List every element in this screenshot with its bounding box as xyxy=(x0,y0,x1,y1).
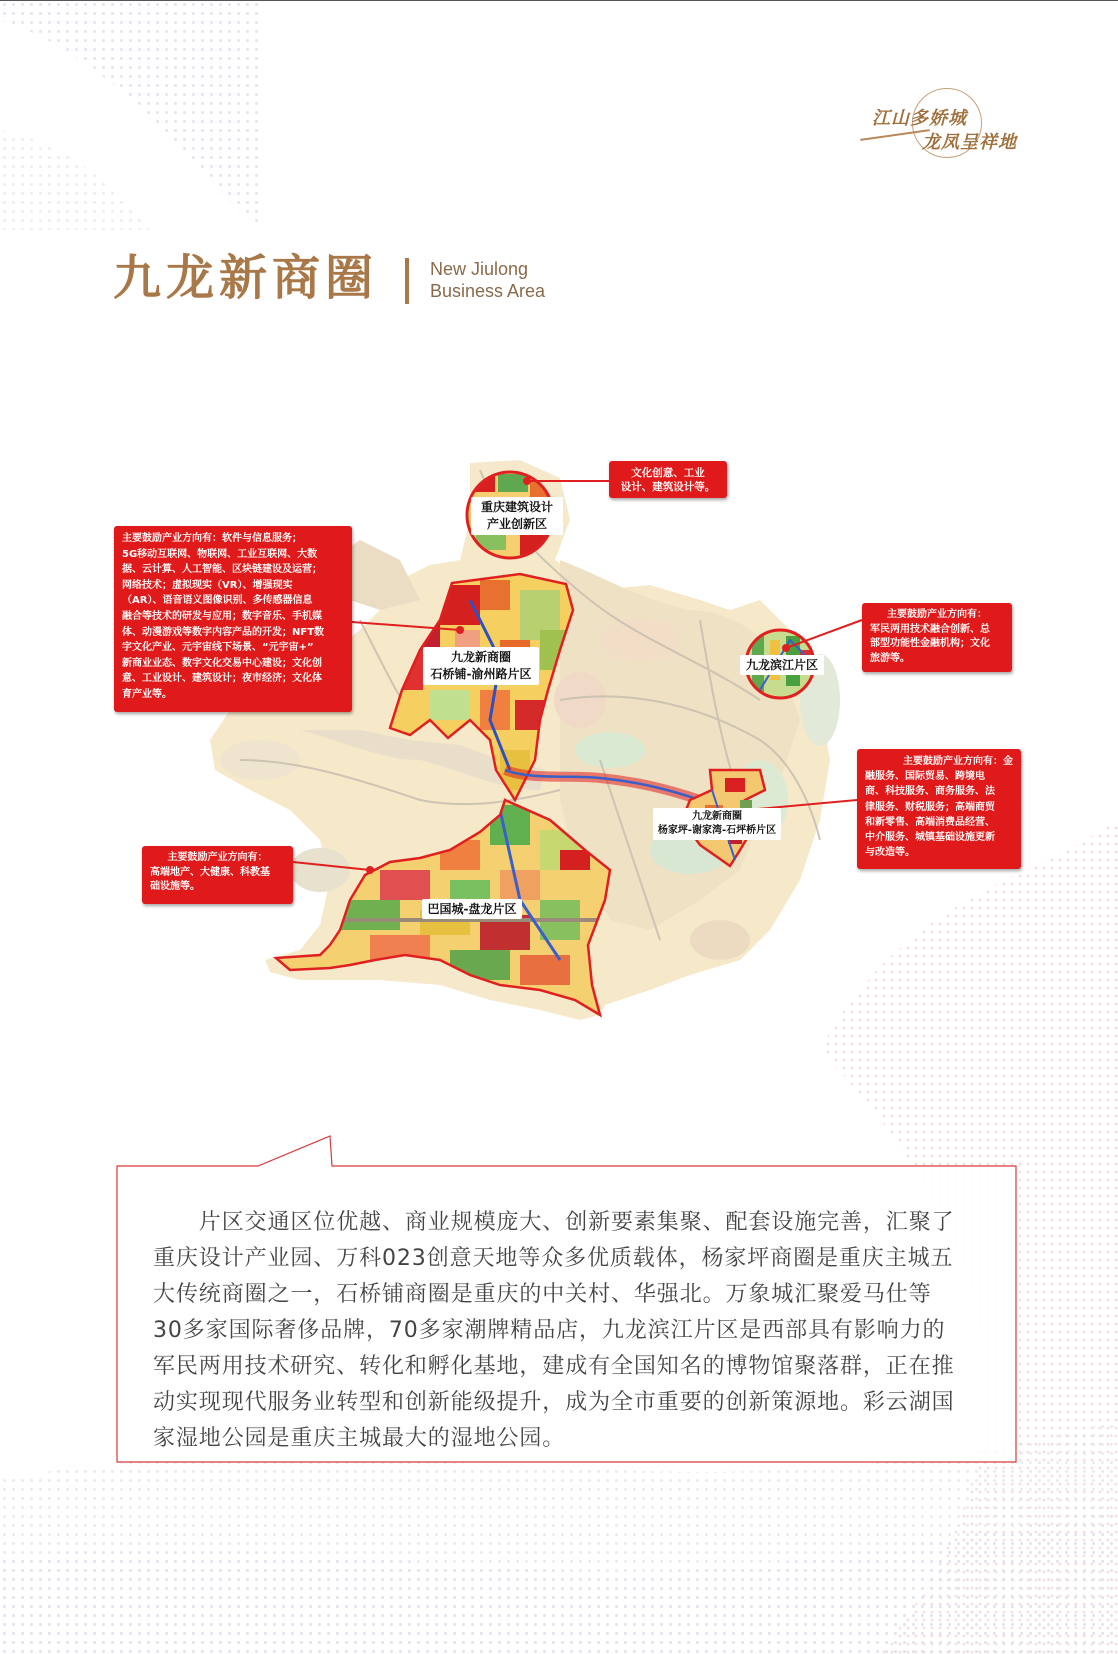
callout-binjiang-line-3: 部型功能性金融机构；文化 xyxy=(870,638,990,650)
zone-label-baguocheng xyxy=(422,899,522,919)
title-en-line-2: Business Area xyxy=(430,281,546,301)
callout-baguocheng xyxy=(142,846,293,904)
callout-yangjiaping-line-7: 与改造等。 xyxy=(865,847,915,859)
callout-shiqiaopu-line-8: 字文化产业、元宇宙线下场景、“元宇宙+” xyxy=(122,642,314,654)
callout-shiqiaopu-line-10: 意、工业设计、建筑设计；夜市经济；文化体 xyxy=(122,673,322,685)
callout-architecture-line-1: 文化创意、工业 xyxy=(631,467,705,479)
callout-baguocheng-line-3: 础设施等。 xyxy=(150,881,200,893)
zone-label-baguocheng-line-1: 巴国城-盘龙片区 xyxy=(427,902,517,916)
zone-label-yangjiaping xyxy=(653,808,781,840)
callout-yangjiaping-line-4: 律服务、财税服务；高端商贸 xyxy=(865,801,995,813)
callout-shiqiaopu-line-4: 网络技术；虚拟现实（VR）、增强现实 xyxy=(122,579,293,591)
brand-logo xyxy=(842,80,1042,166)
title-en-line-1: New Jiulong xyxy=(430,259,529,279)
callout-architecture-line-2: 设计、建筑设计等。 xyxy=(620,481,716,493)
zone-label-binjiang-line-1: 九龙滨江片区 xyxy=(745,658,818,672)
zone-label-shiqiaopu-line-1: 九龙新商圈 xyxy=(450,650,511,664)
callout-shiqiaopu-line-3: 据、云计算、人工智能、区块链建设及运营； xyxy=(122,564,322,576)
callout-yangjiaping-line-5: 和新零售、高端消费品经营、 xyxy=(865,816,995,828)
callout-shiqiaopu-line-11: 育产业等。 xyxy=(122,688,172,700)
callout-yangjiaping-line-3: 商、科技服务、商务服务、法 xyxy=(865,786,995,798)
description-paragraph xyxy=(153,1205,979,1457)
callout-yangjiaping-line-1: 主要鼓励产业方向有：金 xyxy=(903,756,1013,767)
zone-label-yangjiaping-line-1: 九龙新商圈 xyxy=(692,811,742,822)
title-divider xyxy=(405,258,409,304)
zone-label-binjiang xyxy=(740,655,824,675)
callout-yangjiaping-line-2: 融服务、国际贸易、跨境电 xyxy=(865,771,985,783)
callout-shiqiaopu-line-9: 新商业业态、数字文化交易中心建设；文化创 xyxy=(122,657,322,669)
callout-binjiang-line-1: 主要鼓励产业方向有： xyxy=(887,609,987,620)
callout-baguocheng-line-2: 高端地产、大健康、科教基 xyxy=(150,866,270,878)
description-line-6: 动实现现代服务业转型和创新能级提升，成为全市重要的创新策源地。彩云湖国 xyxy=(153,1390,955,1415)
callout-shiqiaopu-line-5: （AR）、语音语义图像识别、多传感器信息 xyxy=(122,595,313,607)
callout-shiqiaopu xyxy=(114,526,352,712)
zone-label-architecture-line-1: 重庆建筑设计 xyxy=(480,500,553,514)
callout-architecture xyxy=(609,461,727,498)
callout-binjiang xyxy=(862,603,1012,672)
callout-baguocheng-line-1: 主要鼓励产业方向有： xyxy=(167,852,268,863)
callout-yangjiaping-line-6: 中介服务、城镇基础设施更新 xyxy=(865,832,995,844)
description-line-3: 大传统商圈之一，石桥铺商圈是重庆的中关村、华强北。万象城汇聚爱马仕等 xyxy=(153,1282,932,1307)
description-line-7: 家湿地公园是重庆主城最大的湿地公园。 xyxy=(153,1426,566,1451)
logo-line-2: 龙凤呈祥地 xyxy=(922,132,1017,153)
description-line-4: 30多家国际奢侈品牌，70多家潮牌精品店，九龙滨江片区是西部具有影响力的 xyxy=(153,1318,946,1343)
callout-binjiang-line-4: 旅游等。 xyxy=(870,652,910,664)
page-title-english xyxy=(430,258,545,302)
zone-label-architecture-line-2: 产业创新区 xyxy=(486,517,547,531)
zone-label-yangjiaping-line-2: 杨家坪-谢家湾-石坪桥片区 xyxy=(657,825,777,836)
callout-yangjiaping xyxy=(857,749,1021,869)
callout-binjiang-line-2: 军民两用技术融合创新、总 xyxy=(870,623,990,635)
page-title: 九龙新商圈 xyxy=(113,250,379,306)
zone-label-shiqiaopu xyxy=(423,647,539,685)
logo-line-1: 江山多娇城 xyxy=(872,108,967,129)
description-line-5: 军民两用技术研究、转化和孵化基地，建成有全国知名的博物馆聚落群，正在推 xyxy=(153,1354,955,1379)
description-line-2: 重庆设计产业园、万科023创意天地等众多优质载体，杨家坪商圈是重庆主城五 xyxy=(153,1246,954,1271)
callout-shiqiaopu-line-1: 主要鼓励产业方向有：软件与信息服务； xyxy=(122,533,302,544)
callout-shiqiaopu-line-6: 融合等技术的研发与应用；数字音乐、手机媒 xyxy=(122,610,322,622)
callout-shiqiaopu-line-7: 体、动漫游戏等数字内容产品的开发；NFT数 xyxy=(122,626,325,638)
zone-label-architecture xyxy=(471,497,563,535)
callout-shiqiaopu-line-2: 5G移动互联网、物联网、工业互联网、大数 xyxy=(122,548,318,560)
zone-label-shiqiaopu-line-2: 石桥铺-渝州路片区 xyxy=(430,667,532,681)
description-line-1: 片区交通区位优越、商业规模庞大、创新要素集聚、配套设施完善，汇聚了 xyxy=(153,1210,955,1235)
